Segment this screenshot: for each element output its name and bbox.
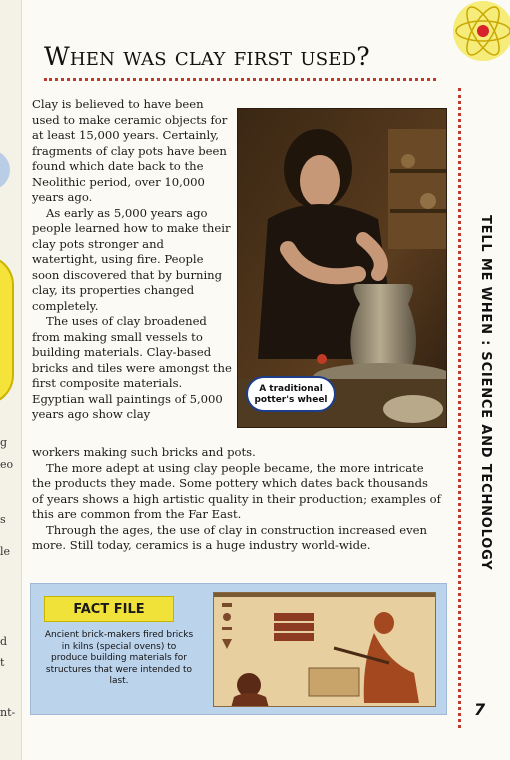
atom-icon	[452, 0, 510, 62]
side-dotted-rule	[458, 88, 461, 728]
previous-page-fragment: le	[0, 545, 11, 558]
previous-page-fragment: d	[0, 635, 8, 648]
body-wide	[32, 445, 442, 554]
photo-caption: A traditional potter's wheel	[246, 376, 336, 412]
paragraph: Clay is believed to have been used to make ceramic objects for at least 15,000 years. Certainly, fragments of clay pots have been found which date back to the Neolithic period, over 10,000 years ago.	[32, 97, 228, 204]
body-column	[32, 97, 232, 423]
page-title	[44, 42, 444, 71]
previous-page-edge	[0, 0, 22, 760]
paragraph: The more adept at using clay people became, the more intricate the products they made. Some pottery which dates back thousands of years shows a high artistic quality in their production; examples of this are common from the Far East.	[32, 460, 441, 521]
paragraph: workers making such bricks and pots.	[32, 445, 256, 459]
fact-file-label: FACT FILE	[44, 596, 174, 622]
previous-page-fragment: nt-	[0, 706, 16, 719]
page-number: 7	[474, 700, 486, 719]
egyptian-painting-image	[213, 592, 436, 707]
page-title-text: When was clay first used?	[44, 42, 370, 71]
previous-page-fragment: g	[0, 436, 8, 449]
title-dotted-rule	[44, 78, 436, 81]
paragraph: Through the ages, the use of clay in construction increased even more. Still today, ceramics is a huge industry world-wide.	[32, 522, 427, 552]
previous-page-blue-shape	[0, 150, 10, 190]
previous-page-fragment: t	[0, 656, 5, 669]
fact-file-text: Ancient brick-makers fired bricks in kilns (special ovens) to produce building materials for structures that were intended to last.	[44, 630, 194, 686]
paragraph: As early as 5,000 years ago people learned how to make their clay pots stronger and watertight, using fire. People soon discovered that by burning clay, its properties changed completely.	[32, 205, 231, 313]
previous-page-fragment: eo	[0, 458, 14, 471]
previous-page-yellow-shape	[0, 255, 14, 405]
running-header: TELL ME WHEN : SCIENCE AND TECHNOLOGY	[478, 215, 493, 571]
paragraph: The uses of clay broadened from making small vessels to building materials. Clay-based bricks and tiles were amongst the first composite materials. Egyptian wall paintings of 5,000 years ago show clay	[32, 314, 232, 421]
previous-page-fragment: s	[0, 513, 6, 526]
